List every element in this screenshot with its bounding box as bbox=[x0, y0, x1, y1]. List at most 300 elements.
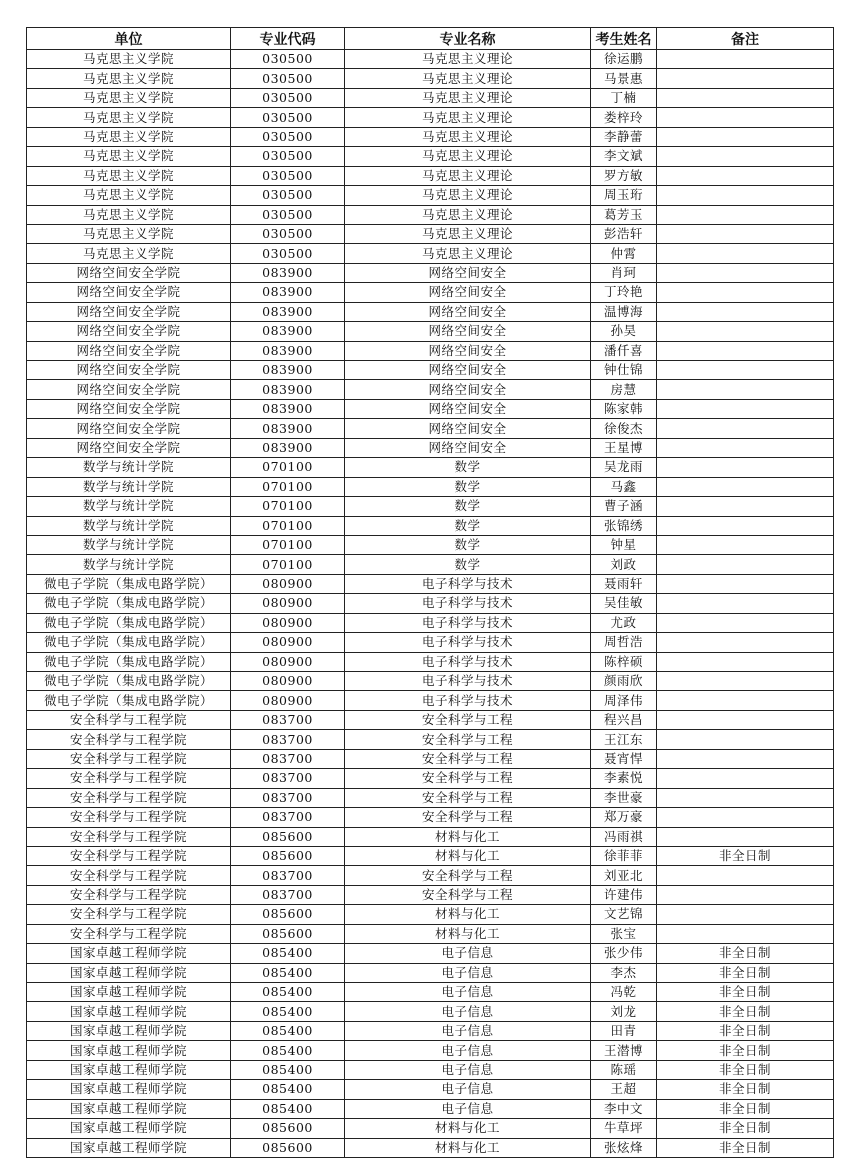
cell-unit: 微电子学院（集成电路学院） bbox=[27, 672, 231, 691]
cell-unit: 安全科学与工程学院 bbox=[27, 730, 231, 749]
cell-major-name: 电子信息 bbox=[345, 983, 591, 1002]
cell-major-code: 083900 bbox=[231, 302, 345, 321]
cell-candidate-name: 王超 bbox=[591, 1080, 657, 1099]
cell-unit: 微电子学院（集成电路学院） bbox=[27, 652, 231, 671]
cell-candidate-name: 仲霄 bbox=[591, 244, 657, 263]
table-row bbox=[27, 497, 834, 516]
table-row bbox=[27, 808, 834, 827]
cell-major-name: 电子科学与技术 bbox=[345, 633, 591, 652]
cell-major-code: 085400 bbox=[231, 983, 345, 1002]
cell-remark bbox=[657, 594, 834, 613]
cell-major-code: 083700 bbox=[231, 769, 345, 788]
cell-unit: 马克思主义学院 bbox=[27, 166, 231, 185]
cell-candidate-name: 尤政 bbox=[591, 613, 657, 632]
cell-remark bbox=[657, 516, 834, 535]
cell-remark bbox=[657, 50, 834, 69]
cell-remark bbox=[657, 458, 834, 477]
cell-major-name: 材料与化工 bbox=[345, 1138, 591, 1157]
table-row bbox=[27, 788, 834, 807]
cell-remark bbox=[657, 166, 834, 185]
cell-remark: 非全日制 bbox=[657, 983, 834, 1002]
cell-major-code: 080900 bbox=[231, 672, 345, 691]
cell-remark bbox=[657, 477, 834, 496]
cell-unit: 数学与统计学院 bbox=[27, 535, 231, 554]
cell-candidate-name: 张锦绣 bbox=[591, 516, 657, 535]
cell-major-code: 083900 bbox=[231, 322, 345, 341]
table-row bbox=[27, 944, 834, 963]
cell-remark bbox=[657, 613, 834, 632]
table-row bbox=[27, 361, 834, 380]
table-row bbox=[27, 419, 834, 438]
cell-remark bbox=[657, 380, 834, 399]
cell-unit: 网络空间安全学院 bbox=[27, 399, 231, 418]
cell-remark: 非全日制 bbox=[657, 1002, 834, 1021]
table-row bbox=[27, 1099, 834, 1118]
cell-candidate-name: 李杰 bbox=[591, 963, 657, 982]
cell-unit: 微电子学院（集成电路学院） bbox=[27, 613, 231, 632]
table-body bbox=[27, 50, 834, 1158]
cell-remark: 非全日制 bbox=[657, 846, 834, 865]
cell-major-code: 083700 bbox=[231, 749, 345, 768]
cell-major-name: 安全科学与工程 bbox=[345, 710, 591, 729]
cell-major-name: 电子信息 bbox=[345, 1021, 591, 1040]
cell-remark bbox=[657, 361, 834, 380]
table-row bbox=[27, 438, 834, 457]
cell-major-code: 083700 bbox=[231, 710, 345, 729]
table-row bbox=[27, 1080, 834, 1099]
cell-candidate-name: 聂宵悍 bbox=[591, 749, 657, 768]
cell-remark bbox=[657, 302, 834, 321]
cell-candidate-name: 钟星 bbox=[591, 535, 657, 554]
cell-remark bbox=[657, 497, 834, 516]
cell-candidate-name: 周哲浩 bbox=[591, 633, 657, 652]
cell-remark bbox=[657, 244, 834, 263]
cell-candidate-name: 程兴昌 bbox=[591, 710, 657, 729]
table-row bbox=[27, 108, 834, 127]
cell-unit: 安全科学与工程学院 bbox=[27, 808, 231, 827]
cell-major-name: 数学 bbox=[345, 535, 591, 554]
table-row bbox=[27, 1002, 834, 1021]
cell-major-name: 安全科学与工程 bbox=[345, 730, 591, 749]
table-row bbox=[27, 263, 834, 282]
cell-remark bbox=[657, 730, 834, 749]
cell-unit: 网络空间安全学院 bbox=[27, 341, 231, 360]
cell-remark bbox=[657, 827, 834, 846]
cell-unit: 网络空间安全学院 bbox=[27, 322, 231, 341]
cell-candidate-name: 李中文 bbox=[591, 1099, 657, 1118]
cell-unit: 马克思主义学院 bbox=[27, 147, 231, 166]
table-row bbox=[27, 166, 834, 185]
cell-major-name: 网络空间安全 bbox=[345, 283, 591, 302]
table-row bbox=[27, 983, 834, 1002]
cell-unit: 安全科学与工程学院 bbox=[27, 846, 231, 865]
cell-candidate-name: 李世豪 bbox=[591, 788, 657, 807]
cell-major-name: 网络空间安全 bbox=[345, 380, 591, 399]
table-row bbox=[27, 1119, 834, 1138]
cell-major-code: 085600 bbox=[231, 1138, 345, 1157]
cell-major-code: 030500 bbox=[231, 205, 345, 224]
cell-major-code: 083900 bbox=[231, 263, 345, 282]
cell-remark bbox=[657, 224, 834, 243]
table-row bbox=[27, 399, 834, 418]
table-row bbox=[27, 127, 834, 146]
cell-unit: 国家卓越工程师学院 bbox=[27, 944, 231, 963]
cell-major-code: 070100 bbox=[231, 555, 345, 574]
cell-candidate-name: 曹子涵 bbox=[591, 497, 657, 516]
cell-remark bbox=[657, 905, 834, 924]
cell-remark: 非全日制 bbox=[657, 1060, 834, 1079]
cell-major-name: 网络空间安全 bbox=[345, 322, 591, 341]
cell-major-code: 085600 bbox=[231, 905, 345, 924]
cell-unit: 马克思主义学院 bbox=[27, 108, 231, 127]
table-row bbox=[27, 535, 834, 554]
table-row bbox=[27, 594, 834, 613]
cell-unit: 数学与统计学院 bbox=[27, 458, 231, 477]
cell-candidate-name: 徐运鹏 bbox=[591, 50, 657, 69]
cell-candidate-name: 郑万豪 bbox=[591, 808, 657, 827]
cell-unit: 国家卓越工程师学院 bbox=[27, 1060, 231, 1079]
table-row bbox=[27, 924, 834, 943]
cell-remark: 非全日制 bbox=[657, 1041, 834, 1060]
cell-major-code: 030500 bbox=[231, 244, 345, 263]
cell-remark bbox=[657, 205, 834, 224]
cell-candidate-name: 吴龙雨 bbox=[591, 458, 657, 477]
cell-unit: 微电子学院（集成电路学院） bbox=[27, 691, 231, 710]
cell-remark bbox=[657, 283, 834, 302]
cell-unit: 网络空间安全学院 bbox=[27, 302, 231, 321]
cell-major-code: 030500 bbox=[231, 147, 345, 166]
table-row bbox=[27, 283, 834, 302]
cell-remark: 非全日制 bbox=[657, 1119, 834, 1138]
table-row bbox=[27, 574, 834, 593]
cell-major-name: 马克思主义理论 bbox=[345, 108, 591, 127]
cell-major-name: 安全科学与工程 bbox=[345, 788, 591, 807]
cell-major-name: 安全科学与工程 bbox=[345, 769, 591, 788]
cell-major-name: 网络空间安全 bbox=[345, 419, 591, 438]
cell-major-name: 材料与化工 bbox=[345, 924, 591, 943]
cell-unit: 国家卓越工程师学院 bbox=[27, 983, 231, 1002]
cell-unit: 马克思主义学院 bbox=[27, 205, 231, 224]
cell-major-code: 080900 bbox=[231, 652, 345, 671]
cell-major-code: 083700 bbox=[231, 885, 345, 904]
cell-candidate-name: 王星博 bbox=[591, 438, 657, 457]
cell-major-code: 070100 bbox=[231, 477, 345, 496]
cell-unit: 网络空间安全学院 bbox=[27, 380, 231, 399]
cell-unit: 国家卓越工程师学院 bbox=[27, 1021, 231, 1040]
cell-remark bbox=[657, 322, 834, 341]
cell-major-code: 030500 bbox=[231, 127, 345, 146]
cell-remark bbox=[657, 69, 834, 88]
table-row bbox=[27, 322, 834, 341]
cell-major-code: 080900 bbox=[231, 691, 345, 710]
cell-candidate-name: 李文斌 bbox=[591, 147, 657, 166]
cell-unit: 马克思主义学院 bbox=[27, 244, 231, 263]
cell-major-code: 083900 bbox=[231, 341, 345, 360]
cell-major-code: 030500 bbox=[231, 50, 345, 69]
cell-unit: 马克思主义学院 bbox=[27, 127, 231, 146]
cell-remark bbox=[657, 710, 834, 729]
header-unit: 单位 bbox=[27, 28, 231, 50]
cell-major-code: 083900 bbox=[231, 438, 345, 457]
table-row bbox=[27, 730, 834, 749]
cell-major-name: 安全科学与工程 bbox=[345, 749, 591, 768]
cell-major-code: 085400 bbox=[231, 963, 345, 982]
table-row bbox=[27, 827, 834, 846]
cell-unit: 安全科学与工程学院 bbox=[27, 827, 231, 846]
cell-remark bbox=[657, 108, 834, 127]
cell-candidate-name: 罗方敏 bbox=[591, 166, 657, 185]
cell-candidate-name: 刘龙 bbox=[591, 1002, 657, 1021]
cell-unit: 微电子学院（集成电路学院） bbox=[27, 633, 231, 652]
cell-unit: 数学与统计学院 bbox=[27, 516, 231, 535]
table-row bbox=[27, 302, 834, 321]
cell-unit: 马克思主义学院 bbox=[27, 50, 231, 69]
cell-major-name: 电子信息 bbox=[345, 1002, 591, 1021]
table-row bbox=[27, 380, 834, 399]
cell-major-name: 网络空间安全 bbox=[345, 399, 591, 418]
cell-major-name: 马克思主义理论 bbox=[345, 69, 591, 88]
cell-major-code: 083700 bbox=[231, 866, 345, 885]
cell-major-code: 085600 bbox=[231, 1119, 345, 1138]
cell-major-code: 083900 bbox=[231, 361, 345, 380]
cell-major-name: 电子信息 bbox=[345, 1099, 591, 1118]
table-row bbox=[27, 205, 834, 224]
cell-candidate-name: 陈家韩 bbox=[591, 399, 657, 418]
cell-major-name: 马克思主义理论 bbox=[345, 127, 591, 146]
table-row bbox=[27, 691, 834, 710]
table-row bbox=[27, 885, 834, 904]
cell-major-name: 网络空间安全 bbox=[345, 341, 591, 360]
header-row bbox=[27, 28, 834, 50]
table-row bbox=[27, 50, 834, 69]
table-row bbox=[27, 341, 834, 360]
cell-candidate-name: 丁楠 bbox=[591, 88, 657, 107]
cell-major-code: 030500 bbox=[231, 108, 345, 127]
cell-candidate-name: 娄梓玲 bbox=[591, 108, 657, 127]
cell-major-code: 085400 bbox=[231, 1002, 345, 1021]
table-row bbox=[27, 769, 834, 788]
cell-unit: 网络空间安全学院 bbox=[27, 419, 231, 438]
cell-major-code: 085600 bbox=[231, 827, 345, 846]
cell-candidate-name: 丁玲艳 bbox=[591, 283, 657, 302]
cell-major-name: 材料与化工 bbox=[345, 827, 591, 846]
cell-major-name: 材料与化工 bbox=[345, 1119, 591, 1138]
cell-remark bbox=[657, 127, 834, 146]
cell-unit: 网络空间安全学院 bbox=[27, 263, 231, 282]
table-row bbox=[27, 516, 834, 535]
cell-major-name: 马克思主义理论 bbox=[345, 147, 591, 166]
table-row bbox=[27, 866, 834, 885]
cell-remark bbox=[657, 885, 834, 904]
table-row bbox=[27, 69, 834, 88]
cell-remark bbox=[657, 749, 834, 768]
cell-remark bbox=[657, 672, 834, 691]
header-major-code: 专业代码 bbox=[231, 28, 345, 50]
cell-major-name: 电子信息 bbox=[345, 963, 591, 982]
cell-remark bbox=[657, 866, 834, 885]
cell-major-code: 080900 bbox=[231, 594, 345, 613]
table-row bbox=[27, 477, 834, 496]
cell-unit: 微电子学院（集成电路学院） bbox=[27, 594, 231, 613]
cell-remark: 非全日制 bbox=[657, 944, 834, 963]
cell-remark bbox=[657, 341, 834, 360]
cell-major-name: 数学 bbox=[345, 477, 591, 496]
cell-major-name: 马克思主义理论 bbox=[345, 88, 591, 107]
cell-candidate-name: 牛草坪 bbox=[591, 1119, 657, 1138]
cell-unit: 国家卓越工程师学院 bbox=[27, 963, 231, 982]
table-row bbox=[27, 905, 834, 924]
cell-candidate-name: 李素悦 bbox=[591, 769, 657, 788]
cell-candidate-name: 冯雨祺 bbox=[591, 827, 657, 846]
cell-remark bbox=[657, 419, 834, 438]
cell-major-code: 083900 bbox=[231, 380, 345, 399]
cell-candidate-name: 田青 bbox=[591, 1021, 657, 1040]
admission-list bbox=[26, 27, 834, 1158]
cell-candidate-name: 刘政 bbox=[591, 555, 657, 574]
cell-remark: 非全日制 bbox=[657, 1138, 834, 1157]
cell-remark bbox=[657, 574, 834, 593]
cell-major-name: 马克思主义理论 bbox=[345, 224, 591, 243]
cell-unit: 马克思主义学院 bbox=[27, 186, 231, 205]
cell-major-name: 电子科学与技术 bbox=[345, 574, 591, 593]
cell-unit: 网络空间安全学院 bbox=[27, 283, 231, 302]
cell-major-name: 材料与化工 bbox=[345, 905, 591, 924]
cell-major-name: 电子科学与技术 bbox=[345, 672, 591, 691]
cell-unit: 国家卓越工程师学院 bbox=[27, 1138, 231, 1157]
cell-major-name: 马克思主义理论 bbox=[345, 166, 591, 185]
cell-major-name: 网络空间安全 bbox=[345, 302, 591, 321]
cell-major-code: 083700 bbox=[231, 788, 345, 807]
cell-candidate-name: 孙昊 bbox=[591, 322, 657, 341]
cell-unit: 马克思主义学院 bbox=[27, 69, 231, 88]
cell-candidate-name: 葛芳玉 bbox=[591, 205, 657, 224]
cell-major-code: 085600 bbox=[231, 924, 345, 943]
cell-candidate-name: 王潜博 bbox=[591, 1041, 657, 1060]
table-header bbox=[27, 28, 834, 50]
cell-unit: 安全科学与工程学院 bbox=[27, 885, 231, 904]
cell-candidate-name: 潘仟喜 bbox=[591, 341, 657, 360]
cell-candidate-name: 吴佳敏 bbox=[591, 594, 657, 613]
cell-unit: 网络空间安全学院 bbox=[27, 361, 231, 380]
table-row bbox=[27, 555, 834, 574]
cell-remark bbox=[657, 652, 834, 671]
cell-major-code: 085400 bbox=[231, 1041, 345, 1060]
cell-major-code: 030500 bbox=[231, 88, 345, 107]
table-row bbox=[27, 458, 834, 477]
cell-major-code: 070100 bbox=[231, 458, 345, 477]
cell-major-code: 030500 bbox=[231, 166, 345, 185]
cell-major-name: 电子科学与技术 bbox=[345, 691, 591, 710]
cell-major-name: 电子信息 bbox=[345, 944, 591, 963]
cell-major-code: 085400 bbox=[231, 1080, 345, 1099]
cell-major-name: 马克思主义理论 bbox=[345, 50, 591, 69]
cell-major-code: 030500 bbox=[231, 69, 345, 88]
cell-candidate-name: 徐菲菲 bbox=[591, 846, 657, 865]
cell-candidate-name: 聂雨轩 bbox=[591, 574, 657, 593]
cell-remark bbox=[657, 535, 834, 554]
cell-major-code: 083900 bbox=[231, 283, 345, 302]
cell-remark bbox=[657, 633, 834, 652]
cell-unit: 马克思主义学院 bbox=[27, 224, 231, 243]
table-row bbox=[27, 652, 834, 671]
cell-candidate-name: 张少伟 bbox=[591, 944, 657, 963]
cell-major-name: 网络空间安全 bbox=[345, 263, 591, 282]
cell-candidate-name: 马鑫 bbox=[591, 477, 657, 496]
cell-candidate-name: 文艺锦 bbox=[591, 905, 657, 924]
cell-unit: 安全科学与工程学院 bbox=[27, 866, 231, 885]
cell-major-name: 电子科学与技术 bbox=[345, 652, 591, 671]
cell-major-name: 安全科学与工程 bbox=[345, 808, 591, 827]
cell-unit: 国家卓越工程师学院 bbox=[27, 1119, 231, 1138]
cell-remark bbox=[657, 924, 834, 943]
cell-remark bbox=[657, 263, 834, 282]
cell-unit: 国家卓越工程师学院 bbox=[27, 1041, 231, 1060]
cell-major-name: 电子信息 bbox=[345, 1060, 591, 1079]
cell-major-code: 085400 bbox=[231, 1021, 345, 1040]
cell-major-code: 070100 bbox=[231, 535, 345, 554]
cell-remark bbox=[657, 788, 834, 807]
cell-major-code: 083700 bbox=[231, 730, 345, 749]
cell-major-code: 085400 bbox=[231, 1060, 345, 1079]
cell-major-code: 030500 bbox=[231, 186, 345, 205]
table-row bbox=[27, 613, 834, 632]
cell-major-code: 083900 bbox=[231, 419, 345, 438]
cell-unit: 国家卓越工程师学院 bbox=[27, 1080, 231, 1099]
cell-unit: 安全科学与工程学院 bbox=[27, 710, 231, 729]
cell-major-name: 电子科学与技术 bbox=[345, 613, 591, 632]
admission-table bbox=[26, 27, 834, 1158]
table-row bbox=[27, 672, 834, 691]
cell-candidate-name: 李静蕾 bbox=[591, 127, 657, 146]
cell-remark: 非全日制 bbox=[657, 963, 834, 982]
cell-candidate-name: 陈瑶 bbox=[591, 1060, 657, 1079]
cell-unit: 安全科学与工程学院 bbox=[27, 905, 231, 924]
cell-remark bbox=[657, 399, 834, 418]
cell-major-code: 085400 bbox=[231, 944, 345, 963]
cell-candidate-name: 钟仕锦 bbox=[591, 361, 657, 380]
cell-major-name: 数学 bbox=[345, 497, 591, 516]
cell-major-code: 030500 bbox=[231, 224, 345, 243]
cell-major-name: 马克思主义理论 bbox=[345, 205, 591, 224]
cell-unit: 网络空间安全学院 bbox=[27, 438, 231, 457]
cell-major-name: 电子信息 bbox=[345, 1080, 591, 1099]
header-candidate-name: 考生姓名 bbox=[591, 28, 657, 50]
cell-major-name: 电子科学与技术 bbox=[345, 594, 591, 613]
cell-candidate-name: 马景惠 bbox=[591, 69, 657, 88]
table-row bbox=[27, 633, 834, 652]
cell-unit: 安全科学与工程学院 bbox=[27, 749, 231, 768]
table-row bbox=[27, 224, 834, 243]
cell-major-code: 085600 bbox=[231, 846, 345, 865]
cell-candidate-name: 肖珂 bbox=[591, 263, 657, 282]
cell-remark bbox=[657, 808, 834, 827]
cell-candidate-name: 张炫烽 bbox=[591, 1138, 657, 1157]
table-row bbox=[27, 244, 834, 263]
cell-unit: 国家卓越工程师学院 bbox=[27, 1002, 231, 1021]
cell-major-name: 马克思主义理论 bbox=[345, 186, 591, 205]
cell-major-code: 085400 bbox=[231, 1099, 345, 1118]
cell-candidate-name: 周玉珩 bbox=[591, 186, 657, 205]
table-row bbox=[27, 963, 834, 982]
cell-candidate-name: 彭浩轩 bbox=[591, 224, 657, 243]
header-major-name: 专业名称 bbox=[345, 28, 591, 50]
cell-remark bbox=[657, 186, 834, 205]
cell-candidate-name: 徐俊杰 bbox=[591, 419, 657, 438]
cell-unit: 数学与统计学院 bbox=[27, 497, 231, 516]
cell-major-name: 安全科学与工程 bbox=[345, 866, 591, 885]
cell-major-code: 083900 bbox=[231, 399, 345, 418]
cell-candidate-name: 房慧 bbox=[591, 380, 657, 399]
